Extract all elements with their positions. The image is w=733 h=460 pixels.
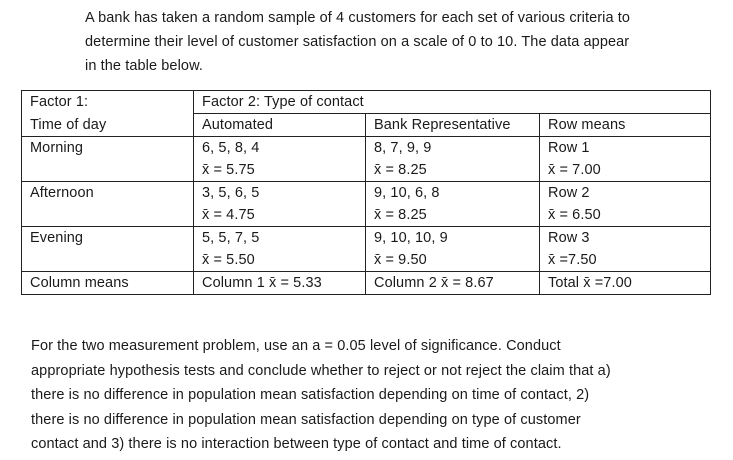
factor1-label: Factor 1: (30, 94, 89, 110)
intro-line: determine their level of customer satisfaction on a scale of 0 to 10. The data appear (85, 34, 630, 50)
instructions-paragraph (31, 334, 725, 457)
total-mean: Total x̄ =7.00 (540, 272, 711, 295)
row-label-morning: Morning (22, 137, 194, 182)
cell-afternoon-bank-rep: 9, 10, 6, 8 x̄ = 8.25 (366, 182, 540, 227)
factor1-sublabel: Time of day (30, 116, 107, 133)
column-means-label: Column means (22, 272, 194, 295)
intro-paragraph (85, 6, 721, 78)
factor1-header (22, 91, 194, 114)
table-row (22, 137, 711, 182)
cell-evening-bank-rep: 9, 10, 10, 9 x̄ = 9.50 (366, 227, 540, 272)
cell-evening-row-mean: Row 3 x̄ =7.50 (540, 227, 711, 272)
instructions-line: appropriate hypothesis tests and conclude whether to reject or not reject the claim that a) (31, 362, 611, 379)
cell-afternoon-row-mean: Row 2 x̄ = 6.50 (540, 182, 711, 227)
column-means-row (22, 272, 711, 295)
cell-afternoon-automated: 3, 5, 6, 5 x̄ = 4.75 (194, 182, 366, 227)
table-header-row (22, 91, 711, 114)
instructions-line: contact and 3) there is no interaction between type of contact and time of contact. (31, 436, 562, 452)
row-label-afternoon: Afternoon (22, 182, 194, 227)
table-row (22, 227, 711, 272)
instructions-line: there is no difference in population mean satisfaction depending on type of customer (31, 411, 581, 428)
cell-morning-row-mean: Row 1 x̄ = 7.00 (540, 137, 711, 182)
cell-morning-bank-rep: 8, 7, 9, 9 x̄ = 8.25 (366, 137, 540, 182)
factor1-subheader (22, 114, 194, 137)
instructions-line: there is no difference in population mean satisfaction depending on time of contact, 2) (31, 387, 590, 403)
intro-line: A bank has taken a random sample of 4 customers for each set of various criteria to (85, 10, 631, 26)
instructions-line: For the two measurement problem, use an a = 0.05 level of significance. Conduct (31, 338, 561, 354)
cell-morning-automated: 6, 5, 8, 4 x̄ = 5.75 (194, 137, 366, 182)
column-1-mean: Column 1 x̄ = 5.33 (194, 272, 366, 295)
column-header-bank-representative: Bank Representative (366, 114, 540, 137)
satisfaction-table (21, 90, 711, 295)
column-header-automated: Automated (194, 114, 366, 137)
cell-evening-automated: 5, 5, 7, 5 x̄ = 5.50 (194, 227, 366, 272)
column-header-row-means: Row means (540, 114, 711, 137)
factor2-header (194, 91, 711, 114)
column-2-mean: Column 2 x̄ = 8.67 (366, 272, 540, 295)
table-subheader-row (22, 114, 711, 137)
table-row (22, 182, 711, 227)
row-label-evening: Evening (22, 227, 194, 272)
factor2-label: Factor 2: Type of contact (202, 94, 364, 110)
intro-line: in the table below. (85, 58, 203, 74)
